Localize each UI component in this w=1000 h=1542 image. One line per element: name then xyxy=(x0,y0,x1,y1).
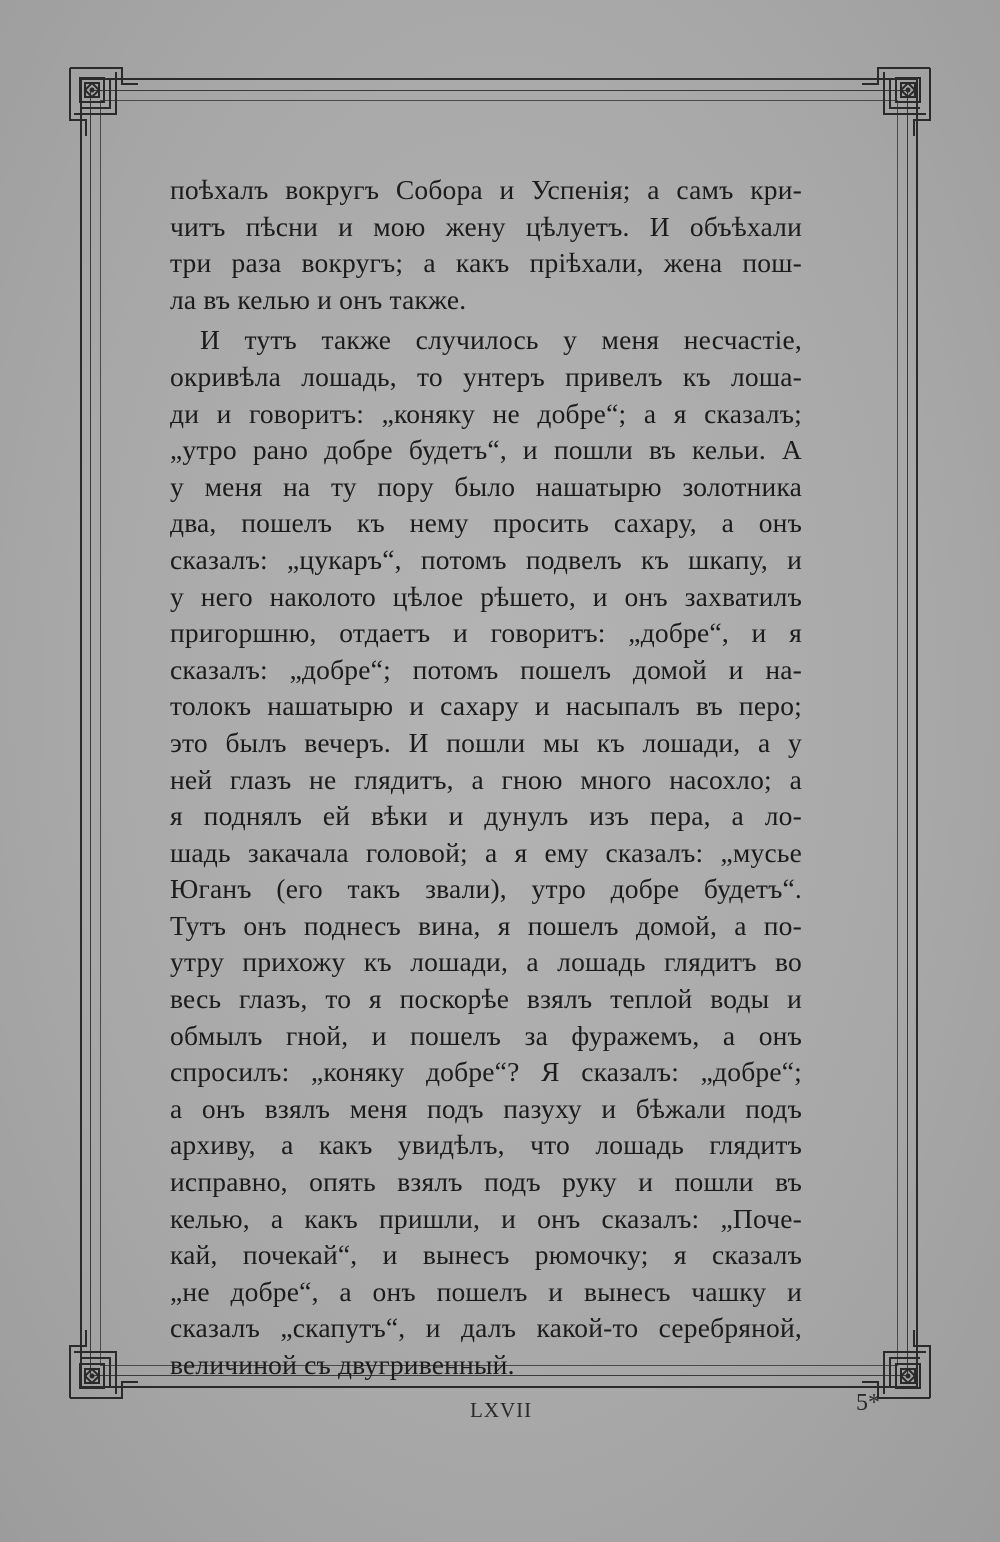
ornamental-corner-icon xyxy=(62,1328,140,1406)
text-line: шадь закачала головой; а я ему сказалъ: „мусье xyxy=(170,836,802,868)
text-line: сказалъ: „добре“; потомъ пошелъ домой и на- xyxy=(170,653,802,685)
text-line: Юганъ (его такъ звали), утро добре будетъ“. xyxy=(170,873,802,905)
text-line: я поднялъ ей вѣки и дунулъ изъ пера, а ло- xyxy=(170,800,802,832)
text-line: сказалъ: „цукаръ“, потомъ подвелъ къ шкапу, и xyxy=(170,543,802,575)
text-line: три раза вокругъ; а какъ пріѣхали, жена пош- xyxy=(170,247,802,279)
text-line: сказалъ „скапутъ“, и далъ какой-то серебряной, xyxy=(170,1312,802,1344)
text-line: ди и говоритъ: „коняку не добре“; а я сказалъ; xyxy=(170,397,802,429)
text-line: у него наколото цѣлое рѣшето, и онъ захватилъ xyxy=(170,580,802,612)
text-line: спросилъ: „коняку добре“? Я сказалъ: „добре“; xyxy=(170,1056,802,1088)
paragraph-2 xyxy=(170,322,802,1383)
text-line: окривѣла лошадь, то унтеръ привелъ къ лоша- xyxy=(170,360,802,392)
text-line: утру прихожу къ лошади, а лошадь глядитъ во xyxy=(170,946,802,978)
page-number: LXVII xyxy=(470,1398,533,1422)
text-line: у меня на ту пору было нашатырю золотника xyxy=(170,470,802,502)
signature-mark: 5* xyxy=(856,1390,880,1416)
ornamental-corner-icon xyxy=(860,60,938,138)
text-line: келью, а какъ пришли, и онъ сказалъ: „Поче- xyxy=(170,1202,802,1234)
ornamental-corner-icon xyxy=(62,60,140,138)
paragraph-1 xyxy=(170,172,802,318)
text-line: величиной съ двугривенный. xyxy=(170,1349,515,1380)
text-line: пригоршню, отдаетъ и говоритъ: „добре“, и я xyxy=(170,617,802,649)
text-line: кай, почекай“, и вынесъ рюмочку; я сказалъ xyxy=(170,1239,802,1271)
text-line: „утро рано добре будетъ“, и пошли въ кельи. А xyxy=(170,434,802,466)
text-line: толокъ нашатырю и сахару и насыпалъ въ перо; xyxy=(170,690,802,722)
text-line: Тутъ онъ поднесъ вина, я пошелъ домой, а по- xyxy=(170,909,802,941)
text-line: два, пошелъ къ нему просить сахару, а онъ xyxy=(170,507,802,539)
text-line: поѣхалъ вокругъ Собора и Успенія; а самъ кри- xyxy=(170,174,802,205)
text-line: обмылъ гной, и пошелъ за фуражемъ, а онъ xyxy=(170,1019,802,1051)
text-line: читъ пѣсни и мою жену цѣлуетъ. И объѣхали xyxy=(170,210,802,242)
text-line: ла въ келью и онъ также. xyxy=(170,283,467,315)
text-line: ней глазъ не глядитъ, а гною много насохло; а xyxy=(170,763,802,795)
body-text xyxy=(170,172,802,1384)
text-line: а онъ взялъ меня подъ пазуху и бѣжали подъ xyxy=(170,1092,802,1124)
text-line: весь глазъ, то я поскорѣе взялъ теплой воды и xyxy=(170,983,802,1015)
text-line: это былъ вечеръ. И пошли мы къ лошади, а у xyxy=(170,726,802,758)
text-line: исправно, опять взялъ подъ руку и пошли въ xyxy=(170,1166,802,1198)
text-line: И тутъ также случилось у меня несчастіе, xyxy=(200,324,802,356)
text-line: архиву, а какъ увидѣлъ, что лошадь глядитъ xyxy=(170,1129,802,1161)
text-line: „не добре“, а онъ пошелъ и вынесъ чашку и xyxy=(170,1275,802,1307)
